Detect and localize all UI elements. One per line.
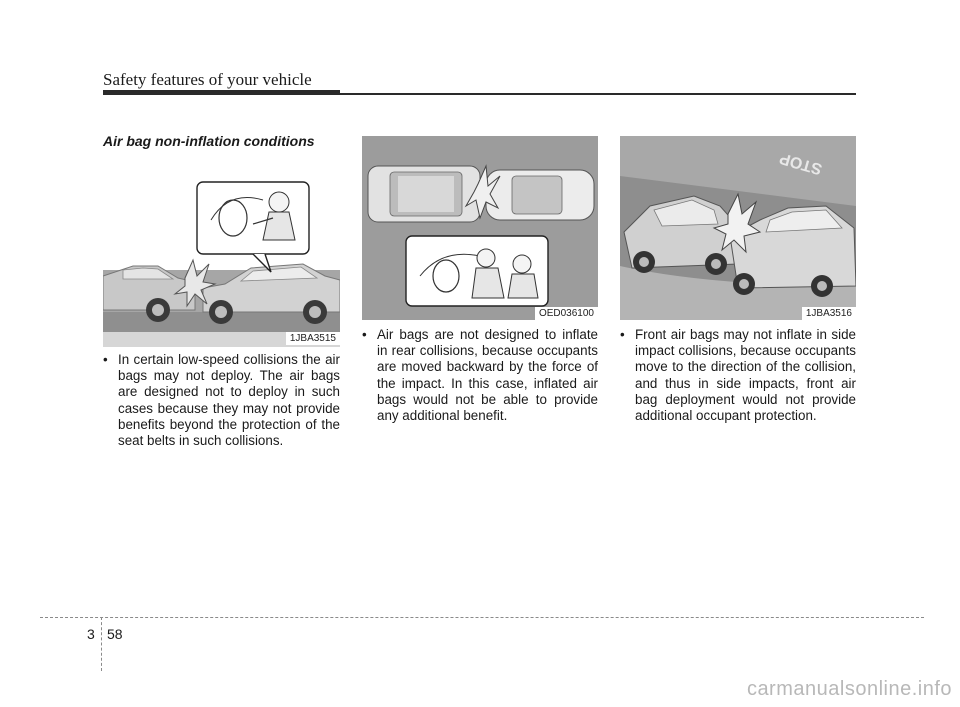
figure-side-impact: [620, 136, 856, 320]
paragraph-rear-collision: [362, 327, 598, 424]
running-header: Safety features of your vehicle: [103, 70, 312, 89]
road-stop-text: STOP: [777, 149, 825, 178]
figure-code: 1JBA3515: [286, 332, 340, 345]
paragraph-text: In certain low-speed collisions the air bags may not deploy. The air bags are designed not to deploy in such cases because they may not provide benefits beyond the protection of the seat belts in such collisions.: [118, 352, 340, 449]
rear-collision-illustration: [362, 136, 598, 320]
figure-rear-collision: [362, 136, 598, 320]
figure-code: 1JBA3516: [802, 307, 856, 320]
figure-code: OED036100: [535, 307, 598, 320]
watermark: carmanualsonline.info: [746, 678, 952, 700]
bullet: •: [103, 352, 108, 367]
paragraph-text: Front air bags may not inflate in side impact collisions, because occupants move to the direction of the collision, and thus in side impacts, front air bag deployment would not provide additional occupant protection.: [635, 327, 856, 424]
paragraph-side-impact: [620, 327, 856, 424]
header-rule-thin: [340, 93, 856, 95]
bullet: •: [620, 327, 625, 342]
section-title: Air bag non-inflation conditions: [103, 133, 315, 149]
figure-low-speed-collision: [103, 160, 340, 347]
chapter-number: 3: [87, 626, 95, 642]
header-rule-thick: [103, 90, 340, 95]
paragraph-text: Air bags are not designed to inflate in rear collisions, because occupants are moved backward by the force of the impact. In this case, inflated air bags would not be able to provide any additional benefit.: [377, 327, 598, 424]
paragraph-low-speed: [103, 352, 340, 449]
side-impact-illustration: [620, 136, 856, 320]
footer-divider: [101, 617, 102, 671]
low-speed-collision-illustration: [103, 160, 340, 347]
footer-rule: [40, 617, 924, 618]
page-number: 58: [107, 626, 123, 642]
bullet: •: [362, 327, 367, 342]
